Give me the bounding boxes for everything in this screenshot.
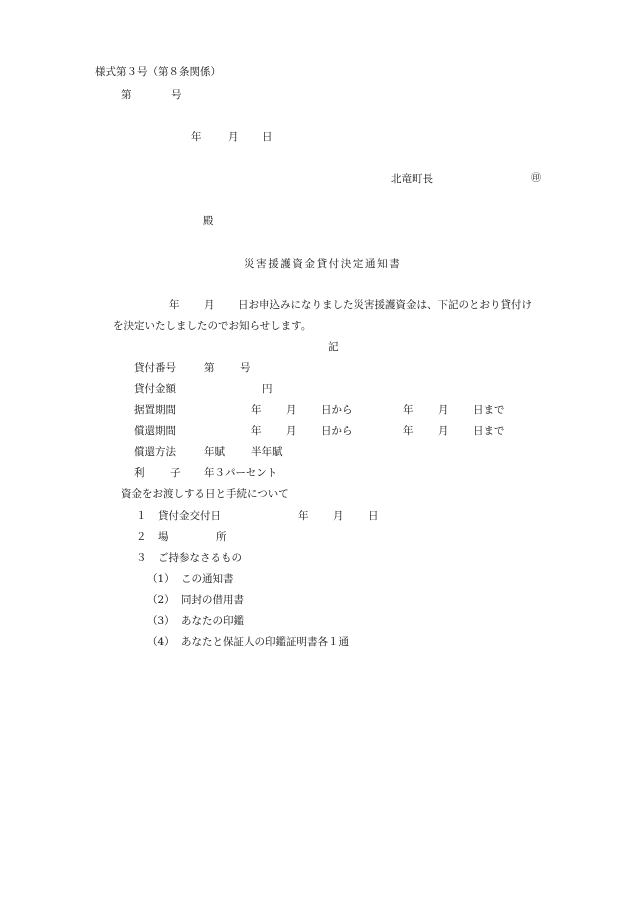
place-label-2: 所 <box>216 531 227 543</box>
repayment-from-month: 月 <box>286 425 297 437</box>
bring-num: ３ <box>136 552 147 564</box>
repayment-option-semiannual: 半年賦 <box>251 446 283 458</box>
deferment-from-month: 月 <box>286 404 297 416</box>
doc-number-prefix: 第 <box>121 89 132 101</box>
bring-item-text: この通知書 <box>181 573 234 585</box>
repayment-to-year: 年 <box>403 425 414 437</box>
loan-number-label: 貸付番号 <box>134 362 176 374</box>
date-year: 年 <box>191 131 202 143</box>
deferment-label: 据置期間 <box>134 404 176 416</box>
place-label-1: 場 <box>158 531 169 543</box>
bring-item-text: あなたの印鑑 <box>181 615 244 627</box>
intro-line1: 日お申込みになりました災害援護資金は、下記のとおり貸付け <box>238 299 532 311</box>
delivery-date-year: 年 <box>298 510 309 522</box>
bring-item-num: （2） <box>147 594 175 606</box>
bring-item-text: あなたと保証人の印鑑証明書各１通 <box>181 636 349 648</box>
repayment-from-year: 年 <box>251 425 262 437</box>
loan-amount-unit: 円 <box>262 383 273 395</box>
delivery-date-label: 貸付金交付日 <box>158 510 221 522</box>
delivery-date-day: 日 <box>368 510 379 522</box>
intro-month: 月 <box>204 299 215 311</box>
intro-line2: を決定いたしましたのでお知らせします。 <box>113 320 312 332</box>
place-num: ２ <box>136 531 147 543</box>
intro-year: 年 <box>169 299 180 311</box>
addressee-honorific: 殿 <box>203 215 214 227</box>
date-month: 月 <box>228 131 239 143</box>
repayment-method-label: 償還方法 <box>134 446 176 458</box>
deferment-to-month: 月 <box>438 404 449 416</box>
delivery-date-num: １ <box>136 510 147 522</box>
bring-item-num: （4） <box>147 636 175 648</box>
deferment-to-year: 年 <box>403 404 414 416</box>
bring-item-num: （3） <box>147 615 175 627</box>
loan-amount-label: 貸付金額 <box>134 383 176 395</box>
deferment-to-day: 日まで <box>473 404 505 416</box>
document-title: 災害援護資金貸付決定通知書 <box>244 258 402 270</box>
interest-label-1: 利 <box>134 467 145 479</box>
repayment-from-day: 日から <box>321 425 353 437</box>
ki-heading: 記 <box>328 341 339 353</box>
deferment-from-day: 日から <box>321 404 353 416</box>
repayment-to-month: 月 <box>438 425 449 437</box>
repayment-option-annual: 年賦 <box>204 446 225 458</box>
delivery-heading: 資金をお渡しする日と手続について <box>121 488 289 500</box>
repayment-period-label: 償還期間 <box>134 425 176 437</box>
date-day: 日 <box>262 131 273 143</box>
interest-label-2: 子 <box>170 467 181 479</box>
bring-item-text: 同封の借用書 <box>181 594 244 606</box>
loan-number-prefix: 第 <box>204 362 215 374</box>
doc-number-suffix: 号 <box>171 89 182 101</box>
delivery-date-month: 月 <box>333 510 344 522</box>
issuer-name: 北竜町長 <box>391 173 433 185</box>
interest-value: 年３パーセント <box>204 467 278 479</box>
form-number: 様式第３号（第８条関係） <box>95 66 221 78</box>
seal-mark: ㊞ <box>531 173 541 184</box>
loan-number-suffix: 号 <box>240 362 251 374</box>
deferment-from-year: 年 <box>251 404 262 416</box>
repayment-to-day: 日まで <box>473 425 505 437</box>
bring-label: ご持参なさるもの <box>158 552 242 564</box>
bring-item-num: （1） <box>147 573 175 585</box>
